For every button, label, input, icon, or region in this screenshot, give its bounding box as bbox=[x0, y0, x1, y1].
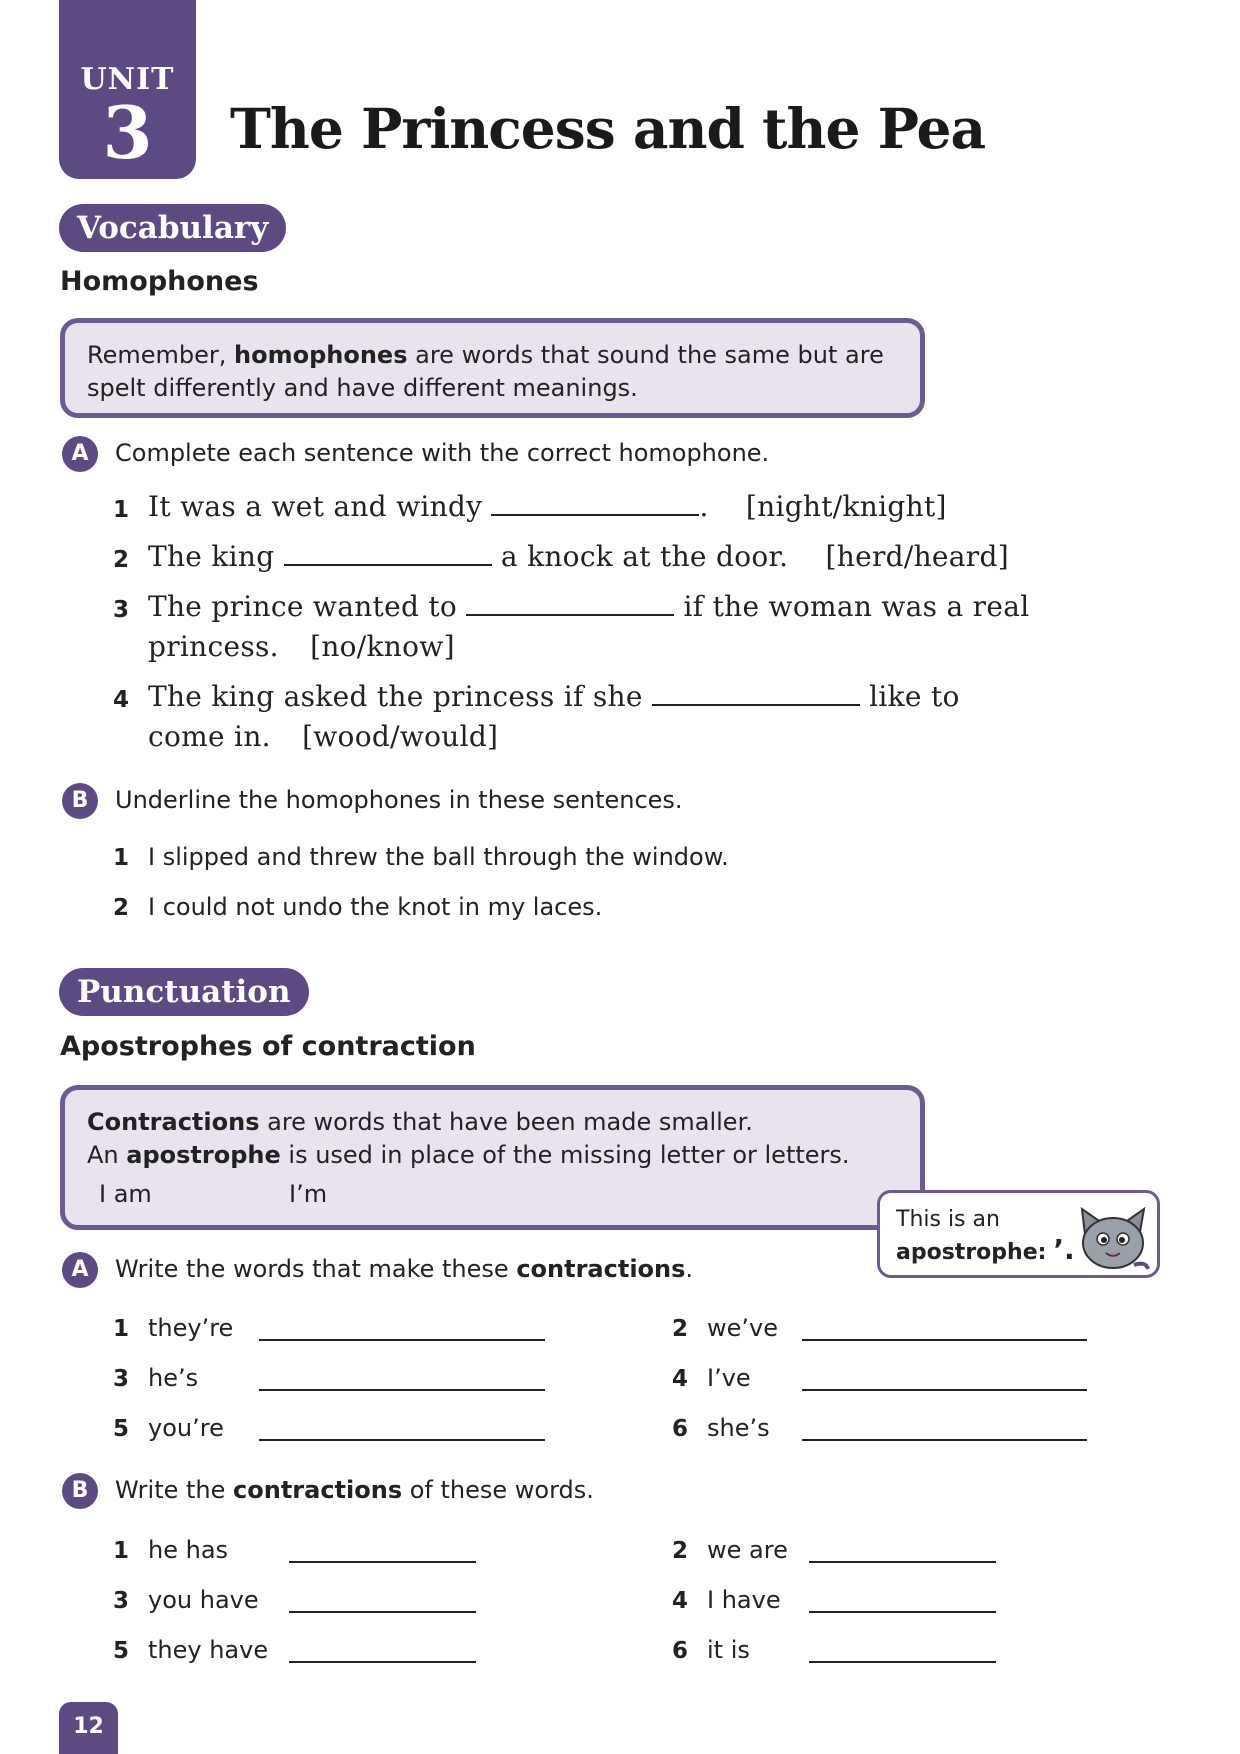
contraction-word: she’s bbox=[707, 1414, 770, 1442]
phrase-word: they have bbox=[148, 1636, 269, 1664]
item-number: 5 bbox=[113, 1416, 130, 1442]
instruction-keyword: contractions bbox=[233, 1476, 403, 1504]
task-marker-a: A bbox=[62, 1252, 98, 1288]
info-text: are words that have been made smaller. bbox=[259, 1108, 753, 1136]
callout-text bbox=[896, 1205, 1075, 1268]
answer-blank[interactable] bbox=[466, 594, 674, 616]
apostrophe-symbol: ’. bbox=[1053, 1233, 1075, 1266]
callout-line: This is an bbox=[896, 1207, 1000, 1232]
answer-line[interactable] bbox=[259, 1439, 545, 1441]
contraction-word: he’s bbox=[148, 1364, 199, 1392]
page-title: The Princess and the Pea bbox=[230, 96, 986, 161]
word-options: [no/know] bbox=[310, 630, 455, 663]
example-contraction: I’m bbox=[289, 1180, 328, 1208]
task-instruction: Complete each sentence with the correct homophone. bbox=[115, 439, 770, 467]
phrase-word: it is bbox=[707, 1636, 750, 1664]
info-text: is used in place of the missing letter or letters. bbox=[280, 1141, 850, 1169]
sentence-item-continued bbox=[148, 720, 498, 753]
answer-line[interactable] bbox=[802, 1439, 1087, 1441]
unit-number: 3 bbox=[102, 90, 153, 175]
answer-line[interactable] bbox=[809, 1611, 996, 1613]
item-number: 1 bbox=[113, 1316, 130, 1342]
section-pill-punctuation: Punctuation bbox=[59, 968, 309, 1016]
sentence-item bbox=[148, 540, 1009, 573]
instruction-text: Write the bbox=[115, 1476, 234, 1504]
phrase-word: I have bbox=[707, 1586, 781, 1614]
task-marker-a: A bbox=[62, 436, 98, 472]
answer-line[interactable] bbox=[259, 1389, 545, 1391]
sentence-text: come in. bbox=[148, 720, 271, 753]
item-number: 1 bbox=[113, 845, 130, 871]
subheading-homophones: Homophones bbox=[60, 266, 259, 297]
unit-tab bbox=[59, 0, 196, 179]
info-box-contractions bbox=[60, 1085, 925, 1230]
item-number: 4 bbox=[113, 687, 130, 713]
answer-line[interactable] bbox=[809, 1561, 996, 1563]
task-instruction bbox=[115, 1476, 594, 1504]
info-line bbox=[87, 1139, 898, 1172]
answer-line[interactable] bbox=[802, 1389, 1087, 1391]
sentence-item bbox=[148, 590, 1030, 623]
answer-blank[interactable] bbox=[652, 684, 860, 706]
item-number: 5 bbox=[113, 1638, 130, 1664]
instruction-text: of these words. bbox=[402, 1476, 594, 1504]
word-options: [herd/heard] bbox=[825, 540, 1009, 573]
instruction-text: . bbox=[685, 1255, 694, 1283]
item-number: 4 bbox=[672, 1588, 689, 1614]
word-options: [night/knight] bbox=[745, 490, 947, 523]
task-instruction: Underline the homophones in these sentences. bbox=[115, 786, 683, 814]
instruction-keyword: contractions bbox=[516, 1255, 686, 1283]
answer-blank[interactable] bbox=[491, 494, 699, 516]
contraction-word: we’ve bbox=[707, 1314, 778, 1342]
info-text: An bbox=[87, 1141, 127, 1169]
sentence-text: . bbox=[699, 490, 709, 523]
item-number: 3 bbox=[113, 597, 130, 623]
answer-line[interactable] bbox=[802, 1339, 1087, 1341]
example-row bbox=[87, 1178, 898, 1211]
task-instruction bbox=[115, 1255, 693, 1283]
task-marker-b: B bbox=[62, 1473, 98, 1509]
item-number: 2 bbox=[113, 895, 130, 921]
sentence-text: like to bbox=[869, 680, 960, 713]
example-full: I am bbox=[99, 1180, 152, 1208]
cat-mascot-icon bbox=[1076, 1203, 1150, 1273]
info-text: Remember, bbox=[87, 341, 235, 369]
callout-line bbox=[896, 1235, 1075, 1268]
sentence-item bbox=[148, 680, 960, 713]
info-keyword: apostrophe bbox=[126, 1141, 281, 1169]
sentence-text: It was a wet and windy bbox=[148, 490, 483, 523]
instruction-text: Write the words that make these bbox=[115, 1255, 517, 1283]
info-line bbox=[87, 1106, 898, 1139]
item-number: 2 bbox=[672, 1316, 689, 1342]
item-number: 1 bbox=[113, 1538, 130, 1564]
sentence-text: if the woman was a real bbox=[683, 590, 1030, 623]
answer-line[interactable] bbox=[289, 1661, 476, 1663]
callout-keyword: apostrophe: bbox=[896, 1240, 1047, 1265]
sentence-text: a knock at the door. bbox=[500, 540, 789, 573]
section-pill-vocabulary: Vocabulary bbox=[59, 204, 286, 252]
unit-label: UNIT bbox=[80, 62, 175, 97]
sentence-text: The king asked the princess if she bbox=[148, 680, 643, 713]
apostrophe-callout bbox=[877, 1190, 1160, 1278]
item-number: 6 bbox=[672, 1416, 689, 1442]
word-options: [wood/would] bbox=[302, 720, 499, 753]
item-number: 6 bbox=[672, 1638, 689, 1664]
answer-line[interactable] bbox=[289, 1611, 476, 1613]
sentence-text: The prince wanted to bbox=[148, 590, 458, 623]
answer-line[interactable] bbox=[809, 1661, 996, 1663]
item-number: 2 bbox=[672, 1538, 689, 1564]
sentence-item[interactable]: I could not undo the knot in my laces. bbox=[148, 893, 603, 921]
phrase-word: we are bbox=[707, 1536, 788, 1564]
item-number: 3 bbox=[113, 1366, 130, 1392]
item-number: 1 bbox=[113, 497, 130, 523]
info-text: are words that sound the same but are spelt differently and have different meanings. bbox=[87, 341, 884, 402]
phrase-word: he has bbox=[148, 1536, 229, 1564]
item-number: 3 bbox=[113, 1588, 130, 1614]
subheading-apostrophes: Apostrophes of contraction bbox=[60, 1031, 476, 1062]
answer-blank[interactable] bbox=[284, 544, 492, 566]
answer-line[interactable] bbox=[289, 1561, 476, 1563]
item-number: 4 bbox=[672, 1366, 689, 1392]
sentence-item-continued bbox=[148, 630, 455, 663]
info-keyword: homophones bbox=[234, 341, 408, 369]
sentence-text: princess. bbox=[148, 630, 279, 663]
item-number: 2 bbox=[113, 547, 130, 573]
contraction-word: I’ve bbox=[707, 1364, 751, 1392]
info-keyword: Contractions bbox=[87, 1108, 260, 1136]
sentence-item[interactable]: I slipped and threw the ball through the window. bbox=[148, 843, 729, 871]
info-box-homophones bbox=[60, 318, 925, 418]
page-number: 12 bbox=[59, 1702, 118, 1754]
answer-line[interactable] bbox=[259, 1339, 545, 1341]
sentence-text: The king bbox=[148, 540, 275, 573]
task-marker-b: B bbox=[62, 783, 98, 819]
contraction-word: you’re bbox=[148, 1414, 224, 1442]
phrase-word: you have bbox=[148, 1586, 259, 1614]
sentence-item bbox=[148, 490, 947, 523]
contraction-word: they’re bbox=[148, 1314, 234, 1342]
